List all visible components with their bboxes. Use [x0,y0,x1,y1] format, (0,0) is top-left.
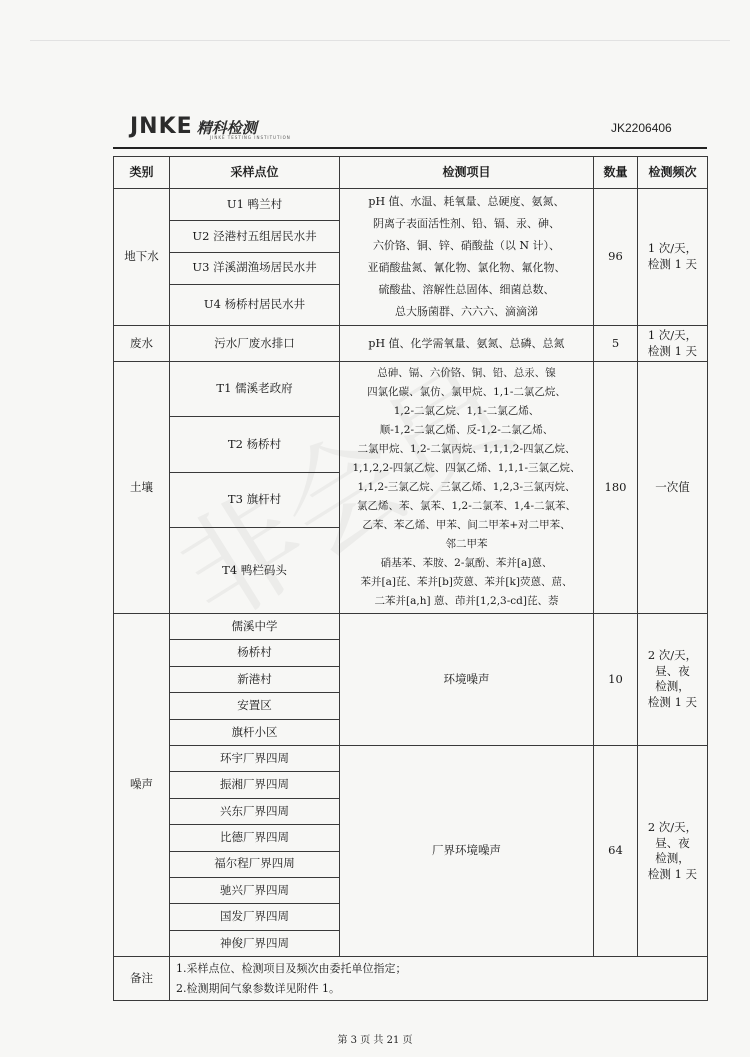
category-cell: 废水 [114,326,170,362]
table-row [114,362,708,417]
point-cell: U1 鸭兰村 [170,189,340,221]
table-row [114,745,708,771]
remarks-row [114,957,708,1001]
frequency-cell: 2 次/天， 昼、夜 检测， 检测 1 天 [638,745,708,956]
col-header-count: 数量 [594,157,638,189]
point-cell: 振湘厂界四周 [170,772,340,798]
col-header-frequency: 检测频次 [638,157,708,189]
logo-subtitle: JINKE TESTING INSTITUTION [210,135,291,140]
count-cell: 64 [594,745,638,956]
point-cell: 旗杆小区 [170,719,340,745]
point-cell: 驰兴厂界四周 [170,877,340,903]
point-cell: T2 杨桥村 [170,417,340,472]
frequency-cell: 1 次/天， 检测 1 天 [638,189,708,326]
table-row [114,189,708,221]
col-header-category: 类别 [114,157,170,189]
count-cell: 96 [594,189,638,326]
count-cell: 5 [594,326,638,362]
report-number: JK2206406 [611,121,672,135]
logo-chinese-name: 精科检测 [196,119,257,137]
point-cell: 兴东厂界四周 [170,798,340,824]
point-cell: 新港村 [170,666,340,692]
items-cell: 环境噪声 [340,614,594,746]
sampling-plan-table [113,156,708,1001]
table-row [114,326,708,362]
point-cell: 福尔程厂界四周 [170,851,340,877]
col-header-items: 检测项目 [340,157,594,189]
category-cell: 噪声 [114,614,170,957]
point-cell: T3 旗杆村 [170,472,340,527]
count-cell: 10 [594,614,638,746]
items-cell: pH 值、水温、耗氧量、总硬度、氨氮、 阴离子表面活性剂、铅、镉、汞、砷、 六价铬、铜、锌、硝酸盐（以 N 计）、 亚硝酸盐氮、氰化物、氯化物、氟化物、 硫酸盐、溶解性总固体、细菌总数、 总大肠菌群、六六六、滴滴涕 [340,189,594,326]
items-cell: pH 值、化学需氧量、氨氮、总磷、总氮 [340,326,594,362]
frequency-cell: 一次值 [638,362,708,614]
top-rule [30,40,730,41]
header-rule [113,147,707,149]
category-cell: 土壤 [114,362,170,614]
point-cell: U2 泾港村五组居民水井 [170,220,340,252]
items-cell: 厂界环境噪声 [340,745,594,956]
point-cell: 杨桥村 [170,640,340,666]
page-number: 第 3 页 共 21 页 [337,1035,413,1046]
col-header-point: 采样点位 [170,157,340,189]
point-cell: 安置区 [170,693,340,719]
remarks-text: 1.采样点位、检测项目及频次由委托单位指定； 2.检测期间气象参数详见附件 1。 [170,957,708,1001]
point-cell: U4 杨桥村居民水井 [170,284,340,325]
point-cell: T4 鸭栏码头 [170,527,340,613]
remarks-label: 备注 [114,957,170,1001]
point-cell: U3 洋溪湖渔场居民水井 [170,252,340,284]
frequency-cell: 2 次/天， 昼、夜 检测， 检测 1 天 [638,614,708,746]
point-cell: 污水厂废水排口 [170,326,340,362]
point-cell: 儒溪中学 [170,614,340,640]
count-cell: 180 [594,362,638,614]
frequency-cell: 1 次/天， 检测 1 天 [638,326,708,362]
logo-mark: JNKE [130,114,193,139]
table-header-row [114,157,708,189]
point-cell: T1 儒溪老政府 [170,362,340,417]
point-cell: 国发厂界四周 [170,904,340,930]
point-cell: 比德厂界四周 [170,825,340,851]
table-row [114,614,708,640]
items-cell: 总砷、镉、六价铬、铜、铅、总汞、镍 四氯化碳、氯仿、氯甲烷、1,1-二氯乙烷、 1,2-二氯乙烷、1,1-二氯乙烯、 顺-1,2-二氯乙烯、反-1,2-二氯乙烯、 二氯甲烷、1,2-二氯丙烷、1,1,1,2-四氯乙烷、 1,1,2,2-四氯乙烷、四氯乙烯、1,1,1-三氯乙烷、 1,1,2-三氯乙烷、三氯乙烯、1,2,3-三氯丙烷、 氯乙烯、苯、氯苯、1,2-二氯苯、1,4-二氯苯、 乙苯、苯乙烯、甲苯、间二甲苯+对二甲苯、 邻二甲苯 硝基苯、苯胺、2-氯酚、苯并[a]蒽、 苯并[a]芘、苯并[b]荧蒽、苯并[k]荧蒽、䓛、 二苯并[a,h] 蒽、茚并[1,2,3-cd]芘、萘 [340,362,594,614]
point-cell: 环宇厂界四周 [170,745,340,771]
category-cell: 地下水 [114,189,170,326]
point-cell: 神俊厂界四周 [170,930,340,956]
